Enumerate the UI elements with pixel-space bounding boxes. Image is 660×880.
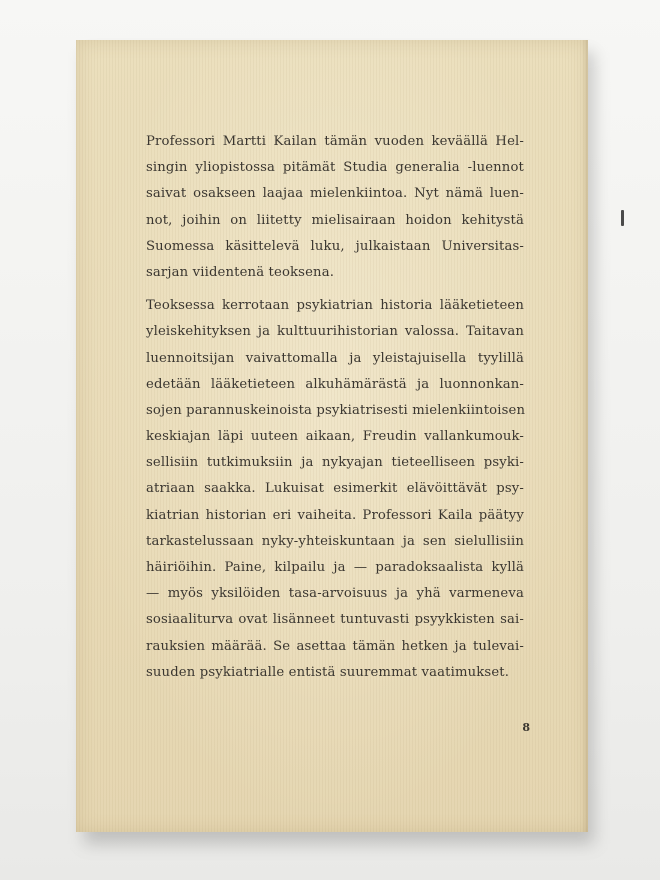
text-line: kiatrian historian eri vaiheita. Professori Kaila päätyy bbox=[146, 507, 524, 523]
text-line: — myös yksilöiden tasa-arvoisuus ja yhä varmeneva bbox=[146, 586, 524, 602]
text-line: sojen parannuskeinoista psykiatrisesti mielenkiintoisen bbox=[146, 402, 526, 418]
page-number: 8 bbox=[522, 721, 530, 734]
text-line: singin yliopistossa pitämät Studia generalia -luennot bbox=[146, 160, 524, 176]
text-line: Professori Martti Kailan tämän vuoden keväällä Hel- bbox=[146, 134, 524, 149]
paragraph-gap bbox=[146, 286, 524, 293]
text-line: tarkastelussaan nyky-yhteiskuntaan ja sen sielullisiin bbox=[146, 533, 524, 549]
blurb-text bbox=[146, 129, 524, 686]
text-line: luennoitsijan vaivattomalla ja yleistajuisella tyylillä bbox=[146, 350, 524, 366]
text-line: sosiaaliturva ovat lisänneet tuntuvasti psyykkisten sai- bbox=[146, 612, 524, 628]
text-line: suuden psykiatrialle entistä suuremmat vaatimukset. bbox=[146, 664, 510, 680]
text-line: edetään lääketieteen alkuhämärästä ja luonnonkan- bbox=[146, 376, 524, 392]
text-line: häiriöihin. Paine, kilpailu ja — paradoksaalista kyllä bbox=[146, 560, 524, 575]
text-line: rauksien määrää. Se asettaa tämän hetken ja tulevai- bbox=[146, 638, 524, 654]
text-line: saivat osakseen laajaa mielenkiintoa. Nyt nämä luen- bbox=[146, 186, 524, 202]
text-line: not, joihin on liitetty mielisairaan hoidon kehitystä bbox=[146, 212, 524, 228]
cover-edge bbox=[582, 40, 588, 832]
text-line: sarjan viidentenä teoksena. bbox=[146, 264, 335, 280]
text-line: sellisiin tutkimuksiin ja nykyajan tieteelliseen psyki- bbox=[146, 455, 524, 471]
paragraph-2 bbox=[146, 293, 524, 686]
background-mark bbox=[621, 210, 624, 226]
paragraph-1 bbox=[146, 129, 524, 286]
book-back-cover bbox=[76, 40, 588, 832]
text-line: keskiajan läpi uuteen aikaan, Freudin vallankumouk- bbox=[146, 429, 524, 445]
text-line: yleiskehityksen ja kulttuurihistorian valossa. Taitavan bbox=[146, 324, 524, 340]
text-line: atriaan saakka. Lukuisat esimerkit elävöittävät psy- bbox=[146, 481, 524, 497]
text-line: Teoksessa kerrotaan psykiatrian historia lääketieteen bbox=[146, 298, 524, 314]
text-line: Suomessa käsittelevä luku, julkaistaan Universitas- bbox=[146, 238, 524, 254]
